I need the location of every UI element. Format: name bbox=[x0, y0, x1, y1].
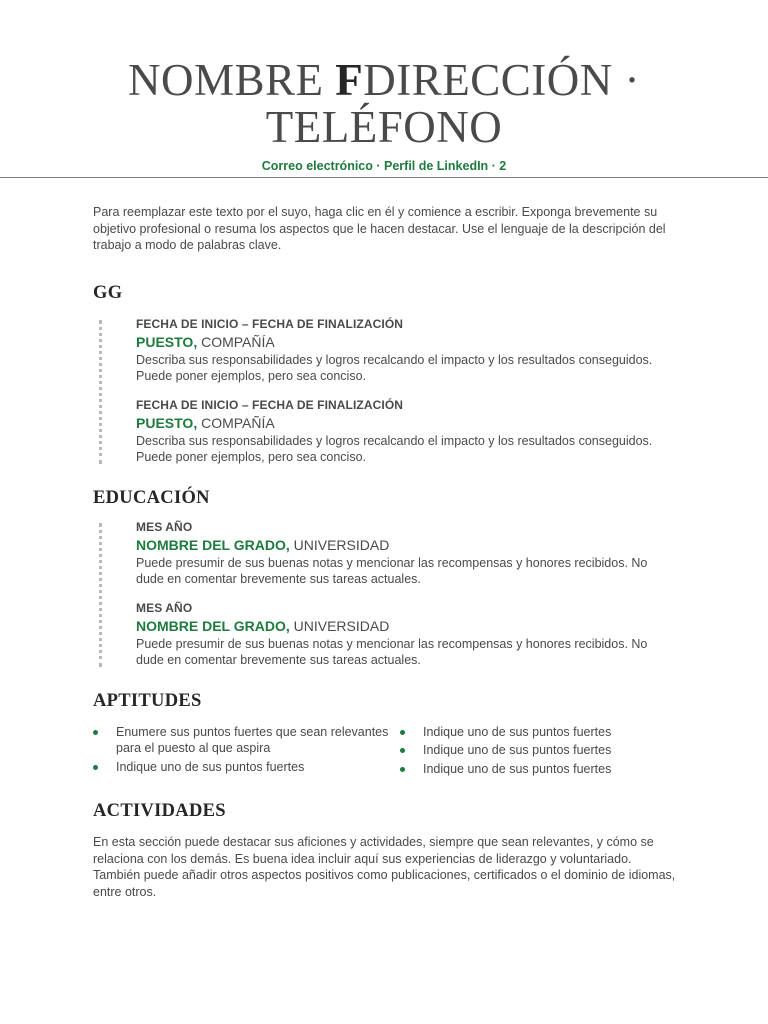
skill-item[interactable] bbox=[93, 759, 400, 776]
name-first-part: NOMBRE bbox=[127, 55, 336, 105]
entry-organization: COMPAÑÍA bbox=[197, 333, 275, 350]
skills-column-1 bbox=[93, 724, 400, 780]
contact-info[interactable]: Correo electrónico · Perfil de LinkedIn · 2 bbox=[261, 159, 507, 173]
name-heading[interactable] bbox=[84, 57, 684, 151]
bullet-icon bbox=[400, 767, 405, 772]
entry-degree: NOMBRE DEL GRADO, bbox=[136, 617, 290, 634]
entry-date: FECHA DE INICIO – FECHA DE FINALIZACIÓN bbox=[136, 316, 404, 331]
activities-heading[interactable]: ACTIVIDADES bbox=[93, 801, 226, 821]
skills-heading[interactable]: APTITUDES bbox=[93, 690, 202, 711]
experience-entry[interactable] bbox=[136, 398, 678, 466]
entry-title bbox=[136, 332, 678, 352]
skill-text: Enumere sus puntos fuertes que sean relevantes para el puesto al que aspira bbox=[116, 724, 389, 755]
education-entry[interactable] bbox=[136, 601, 678, 669]
entry-role: PUESTO, bbox=[136, 414, 198, 431]
entry-date: FECHA DE INICIO – FECHA DE FINALIZACIÓN bbox=[136, 397, 404, 412]
bullet-icon bbox=[93, 765, 98, 770]
entry-role: PUESTO, bbox=[136, 333, 198, 350]
entry-title bbox=[136, 413, 678, 433]
skill-text: Indique uno de sus puntos fuertes bbox=[116, 759, 305, 774]
bullet-icon bbox=[400, 730, 405, 735]
skills-list bbox=[93, 724, 678, 780]
resume-header bbox=[0, 0, 768, 173]
skill-item[interactable] bbox=[400, 724, 611, 741]
header-divider bbox=[0, 177, 768, 178]
entry-description: Describa sus responsabilidades y logros recalcando el impacto y los resultados conseguidos. Puede poner ejemplos, pero sea conciso. bbox=[136, 352, 653, 383]
entry-title bbox=[136, 616, 678, 636]
skill-item[interactable] bbox=[400, 761, 611, 778]
resume-body bbox=[93, 204, 678, 900]
activities-text[interactable]: En esta sección puede destacar sus aficiones y actividades, siempre que sean relevantes, y cómo se relaciona con los demás. Es buena idea incluir aquí sus experiencias de liderazgo y voluntariado. También puede añadir otros aspectos positivos como publicaciones, certificados o el dominio de idiomas, entre otros. bbox=[93, 835, 676, 899]
skill-item[interactable] bbox=[400, 742, 611, 759]
entry-title bbox=[136, 535, 678, 555]
education-entry[interactable] bbox=[136, 520, 678, 588]
skill-text: Indique uno de sus puntos fuertes bbox=[423, 743, 612, 757]
entry-degree: NOMBRE DEL GRADO, bbox=[136, 536, 290, 553]
entry-date: MES AÑO bbox=[136, 600, 193, 615]
skill-text: Indique uno de sus puntos fuertes bbox=[423, 761, 612, 776]
entry-description: Puede presumir de sus buenas notas y mencionar las recompensas y honores recibidos. No dude en comentar brevemente sus tareas actuales. bbox=[136, 636, 648, 667]
experience-timeline bbox=[93, 317, 678, 466]
bullet-icon bbox=[400, 748, 405, 753]
skills-column-2 bbox=[400, 724, 611, 780]
entry-description: Describa sus responsabilidades y logros recalcando el impacto y los resultados conseguidos. Puede poner ejemplos, pero sea conciso. bbox=[136, 433, 653, 464]
entry-organization: COMPAÑÍA bbox=[197, 414, 275, 431]
bullet-icon bbox=[93, 730, 98, 735]
experience-entry[interactable] bbox=[136, 317, 678, 385]
education-heading[interactable]: EDUCACIÓN bbox=[93, 487, 210, 508]
entry-university: UNIVERSIDAD bbox=[289, 617, 390, 634]
entry-university: UNIVERSIDAD bbox=[289, 536, 390, 553]
entry-description: Puede presumir de sus buenas notas y mencionar las recompensas y honores recibidos. No dude en comentar brevemente sus tareas actuales. bbox=[136, 555, 648, 586]
objective-text[interactable]: Para reemplazar este texto por el suyo, haga clic en él y comience a escribir. Exponga brevemente su objetivo profesional o resuma los aspectos que le hacen destacar. Use el lenguaje de la descripción del trabajo a modo de palabras clave. bbox=[93, 205, 666, 252]
education-timeline bbox=[93, 520, 678, 669]
experience-heading[interactable]: GG bbox=[93, 282, 123, 303]
skill-text: Indique uno de sus puntos fuertes bbox=[423, 724, 612, 739]
skill-item[interactable] bbox=[93, 724, 400, 757]
entry-date: MES AÑO bbox=[136, 519, 193, 534]
name-initial: F bbox=[335, 55, 364, 105]
name-rest: DIRECCIÓN · TELÉFONO bbox=[265, 55, 640, 152]
